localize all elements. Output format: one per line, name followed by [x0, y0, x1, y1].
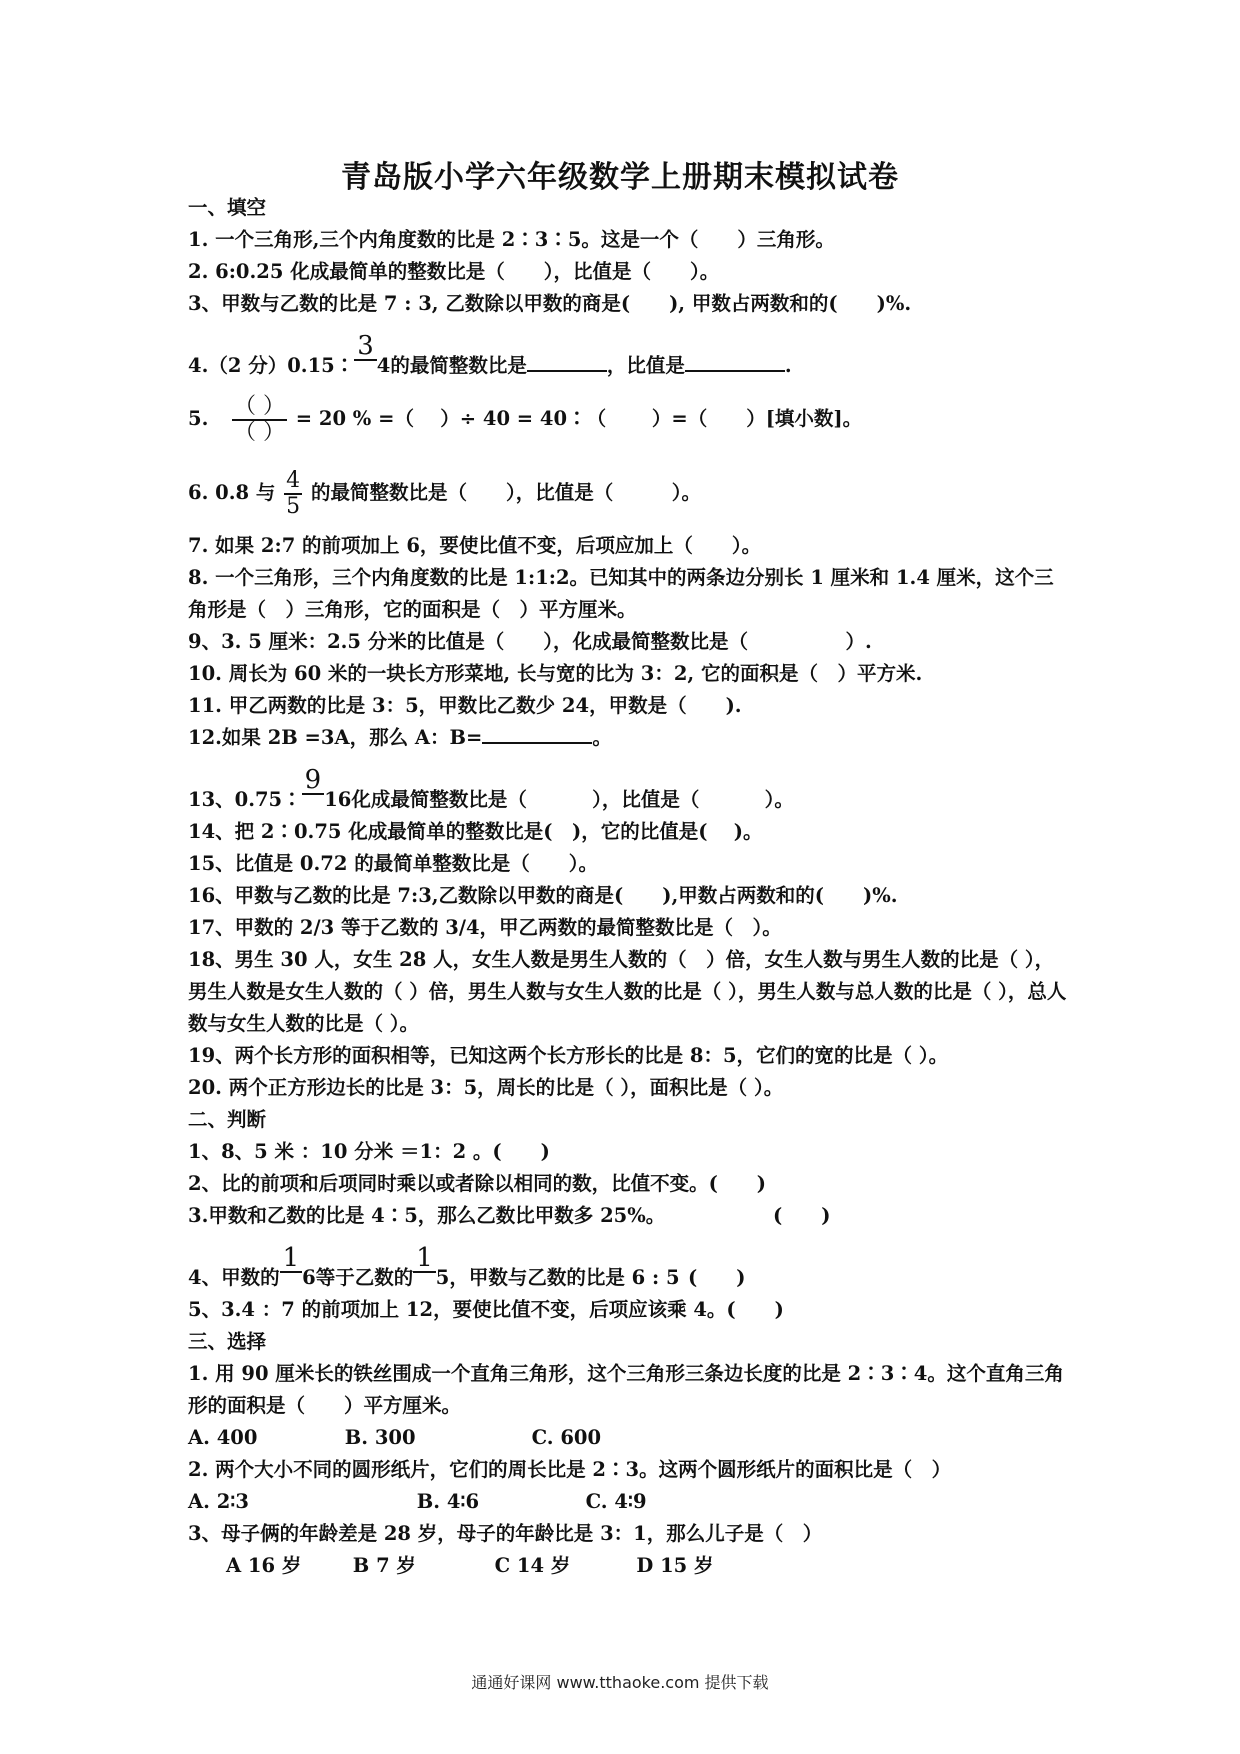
judge-q4-b: 等于乙数的: [315, 1266, 414, 1289]
fill-q6-rest: 的最简整数比是（ ），比值是（ ）。: [310, 481, 701, 504]
option-c[interactable]: C. 4∶9: [585, 1490, 647, 1513]
fraction-1-5: [413, 1242, 436, 1273]
fill-question-16: 16、甲数与乙数的比是 7:3,乙数除以甲数的商是( ),甲数占两数和的( )%.: [188, 884, 898, 907]
answer-blank[interactable]: [685, 350, 785, 372]
judge-question-1: 1、8、5 米 ：10 分米 ＝1：2 。( ): [188, 1140, 550, 1163]
option-b[interactable]: B. 4∶6: [416, 1490, 480, 1513]
fraction-3-4: [354, 330, 377, 361]
judge-q4-a: 4、甲数的: [188, 1266, 280, 1289]
fraction-numerator: 9: [302, 767, 325, 795]
fill-question-14: 14、把 2∶0.75 化成最简单的整数比是( )，它的比值是( )。: [188, 820, 763, 843]
fraction-numerator: （ ）: [233, 394, 285, 420]
exam-content: [188, 192, 1068, 1582]
footer-credit: 通通好课网 www.tthaoke.com 提供下载: [471, 1673, 769, 1692]
option-b[interactable]: B 7 岁: [352, 1554, 416, 1577]
fraction-denominator: 5: [435, 1266, 450, 1289]
option-a[interactable]: A. 2∶3: [188, 1490, 249, 1513]
fraction-denominator: （ ）: [233, 419, 285, 445]
fill-q13-rest: 化成最简整数比是（ ），比值是（ ）。: [351, 788, 794, 811]
option-c[interactable]: C. 600: [531, 1426, 602, 1449]
fraction-numerator: 1: [280, 1245, 303, 1273]
judge-q3-text: 3.甲数和乙数的比是 4∶5，那么乙数比甲数多 25%。: [188, 1204, 666, 1227]
section-heading-fill: 一、填空: [188, 196, 267, 219]
fill-q4-suffix-b: ，比值是: [606, 354, 685, 377]
judge-question-2: 2、比的前项和后项同时乘以或者除以相同的数，比值不变。( ): [188, 1172, 767, 1195]
answer-paren[interactable]: ( ): [688, 1266, 746, 1289]
section-heading-judge: 二、判断: [188, 1108, 267, 1131]
fill-question-3: 3、甲数与乙数的比是 7 : 3, 乙数除以甲数的商是( ), 甲数占两数和的( )%.: [188, 292, 912, 315]
fill-q12-end: 。: [592, 726, 612, 749]
choice-q1-options: [188, 1422, 1068, 1454]
fraction-numerator: 3: [354, 333, 377, 361]
fill-question-19: 19、两个长方形的面积相等，已知这两个长方形长的比是 8：5，它们的宽的比是（ ）。: [188, 1044, 949, 1067]
fraction-numerator: 1: [413, 1245, 436, 1273]
answer-blank[interactable]: [527, 350, 607, 372]
fill-question-1: 1. 一个三角形,三个内角度数的比是 2∶3∶5。这是一个（ ）三角形。: [188, 228, 835, 251]
fill-question-9: 9、3. 5 厘米：2.5 分米的比值是（ ），化成最简整数比是（ ）.: [188, 630, 872, 653]
fill-question-20: 20. 两个正方形边长的比是 3：5，周长的比是（ ），面积比是（ ）。: [188, 1076, 784, 1099]
fill-q6-prefix: 6. 0.8 与: [188, 481, 276, 504]
fill-question-4: [188, 320, 1068, 382]
fill-question-13: [188, 754, 1068, 816]
judge-question-5: 5、3.4 ：7 的前项加上 12，要使比值不变，后项应该乘 4。( ): [188, 1298, 784, 1321]
fill-question-6: [188, 456, 1068, 530]
option-b[interactable]: B. 300: [344, 1426, 416, 1449]
judge-question-4: [188, 1232, 1068, 1294]
judge-question-3: [188, 1200, 1068, 1232]
fraction-blank: [232, 395, 287, 443]
fill-question-18: 18、男生 30 人，女生 28 人，女生人数是男生人数的（ ）倍，女生人数与男生人数的比是（ ），男生人数是女生人数的（ ）倍，男生人数与女生人数的比是（ ），男生人数与总人数的比是（ ），总人数与女生人数的比是（ ）。: [188, 948, 1067, 1035]
judge-q4-c: ，甲数与乙数的比是 6 : 5: [449, 1266, 680, 1289]
choice-question-1: 1. 用 90 厘米长的铁丝围成一个直角三角形，这个三角形三条边长度的比是 2∶3∶4。这个直角三角形的面积是（ ）平方厘米。: [188, 1362, 1064, 1417]
section-heading-choice: 三、选择: [188, 1330, 267, 1353]
fraction-9-16: [302, 764, 325, 795]
fraction-denominator: 16: [324, 788, 352, 811]
answer-blank[interactable]: [482, 722, 592, 744]
exam-title: 青岛版小学六年级数学上册期末模拟试卷: [341, 160, 899, 195]
choice-question-2: 2. 两个大小不同的圆形纸片，它们的周长比是 2∶3。这两个圆形纸片的面积比是（ ）: [188, 1458, 952, 1481]
fill-question-2: 2. 6:0.25 化成最简单的整数比是（ ），比值是（ ）。: [188, 260, 720, 283]
fill-q5-rest: = 20 % =（ ）÷ 40 = 40∶（ ）=（ ）[填小数]。: [295, 407, 863, 430]
fill-q4-prefix: 4.（2 分）0.15∶: [188, 354, 355, 377]
fraction-1-6: [280, 1242, 303, 1273]
fill-question-12: [188, 722, 1068, 754]
fill-question-5: [188, 382, 1068, 456]
fill-question-11: 11. 甲乙两数的比是 3：5，甲数比乙数少 24，甲数是（ ).: [188, 694, 742, 717]
option-c[interactable]: C 14 岁: [494, 1554, 571, 1577]
fraction-denominator: 5: [286, 493, 301, 519]
fraction-denominator: 4: [376, 354, 391, 377]
option-d[interactable]: D 15 岁: [636, 1554, 714, 1577]
choice-question-3: 3、母子俩的年龄差是 28 岁，母子的年龄比是 3：1，那么儿子是（ ）: [188, 1522, 823, 1545]
option-a[interactable]: A. 400: [188, 1426, 258, 1449]
fill-question-10: 10. 周长为 60 米的一块长方形菜地, 长与宽的比为 3：2, 它的面积是（ ）平方米.: [188, 662, 923, 685]
answer-paren[interactable]: ( ): [773, 1204, 831, 1227]
option-a[interactable]: A 16 岁: [226, 1554, 302, 1577]
choice-q3-options: [188, 1550, 1068, 1582]
fraction-numerator: 4: [286, 468, 301, 494]
fill-question-7: 7. 如果 2:7 的前项加上 6，要使比值不变，后项应加上（ ）。: [188, 534, 762, 557]
fill-question-15: 15、比值是 0.72 的最简单整数比是（ ）。: [188, 852, 598, 875]
fraction-denominator: 6: [302, 1266, 316, 1289]
fill-question-17: 17、甲数的 2/3 等于乙数的 3/4，甲乙两数的最简整数比是（ ）。: [188, 916, 782, 939]
fill-q4-suffix-a: 的最简整数比是: [390, 354, 527, 377]
fraction-4-5: [284, 469, 302, 517]
fill-q12-prefix: 12.如果 2B =3A，那么 A：B=: [188, 726, 483, 749]
fill-q13-prefix: 13、0.75∶: [188, 788, 302, 811]
fill-q4-end: .: [784, 354, 792, 377]
choice-q2-options: [188, 1486, 1068, 1518]
fill-question-8: 8. 一个三角形，三个内角度数的比是 1:1:2。已知其中的两条边分别长 1 厘米和 1.4 厘米，这个三角形是（ ）三角形，它的面积是（ ）平方厘米。: [188, 566, 1054, 621]
fill-q5-prefix: 5.: [188, 407, 209, 430]
